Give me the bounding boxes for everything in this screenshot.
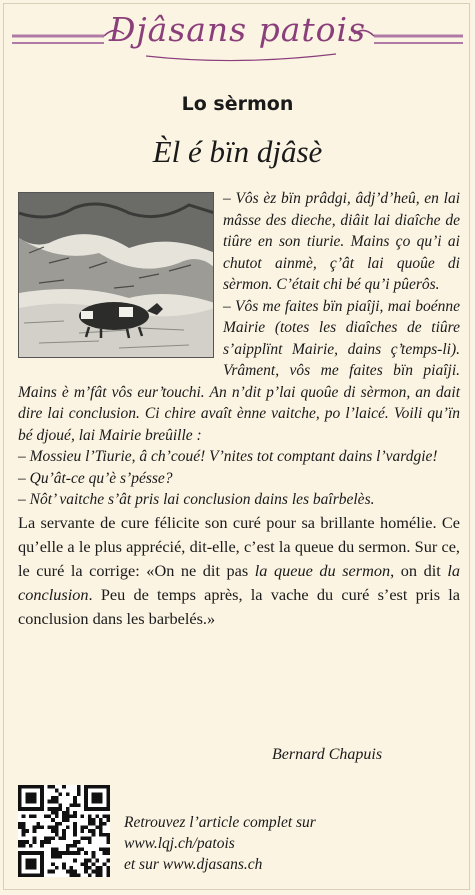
french-summary <box>18 511 460 631</box>
footer-links <box>124 812 316 875</box>
masthead <box>6 6 469 62</box>
dialogue-line: – Vôs me faites bïn piaîji, mai boénne Mairie (totes les diaîches de tiûre s’aipplïnt Mairie, dains ç’temps-li). Vrâment, vôs me faites bïn piaîji. Mains è m’fât vôs eur’touchi. An n’dit p’lai quoûe di sèrmon, an dait dire lai conclusion. Ci chire avaît ènne vaitche, po l’laicé. Voili qu’ïn bé djoué, lai Mairie breûille : <box>18 297 460 444</box>
qr-code-icon[interactable] <box>18 785 110 877</box>
illustration-spacer <box>18 188 223 361</box>
summary-emphasis: la conclusion <box>18 560 461 604</box>
article-headline: Èl é bïn djâsè <box>152 134 323 169</box>
rubric-title: Lo sèrmon <box>181 93 294 115</box>
summary-text: . Peu de temps après, la vache du curé s’est pris la conclusion dans les barbelés.» <box>18 584 460 628</box>
footer-link[interactable]: www.lqj.ch/patois <box>124 835 235 852</box>
article-body <box>18 188 460 631</box>
summary-emphasis: la queue du sermon <box>254 560 391 580</box>
masthead-title: Djâsans patois <box>108 10 367 49</box>
dialogue-line: – Mossieu l’Tiurie, â ch’coué! V’nites tot comptant dains l’vardgie! <box>18 448 438 465</box>
dialogue-line: – Vôs èz bïn prâdgi, âdj’d’heû, en lai mâsse des dieche, diâit lai diaîche de tiûre en son tiurie. Mains ço qu’i ai chutot ainmè, ç’ât lai quoûe di sèrmon. C’était chi bé qu’i pûerôs. <box>223 190 460 293</box>
footer-line: Retrouvez l’article complet sur <box>124 814 316 831</box>
summary-text: , on dit <box>390 560 448 580</box>
footer-line[interactable]: et sur www.djasans.ch <box>124 856 263 873</box>
summary-text: La servante de cure félicite son curé pour sa brillante homélie. Ce qu’elle a le plus apprécié, dit-elle, c’est la queue du sermon. Sur ce, le curé la corrige: «On ne dit pas <box>18 512 460 580</box>
author-signature: Bernard Chapuis <box>272 746 383 763</box>
dialogue-line: – Qu’ât-ce qu’è s’pésse? <box>18 469 173 487</box>
dialogue-line: – Nôt’ vaitche s’ât pris lai conclusion dains les baîrbelès. <box>18 491 375 508</box>
